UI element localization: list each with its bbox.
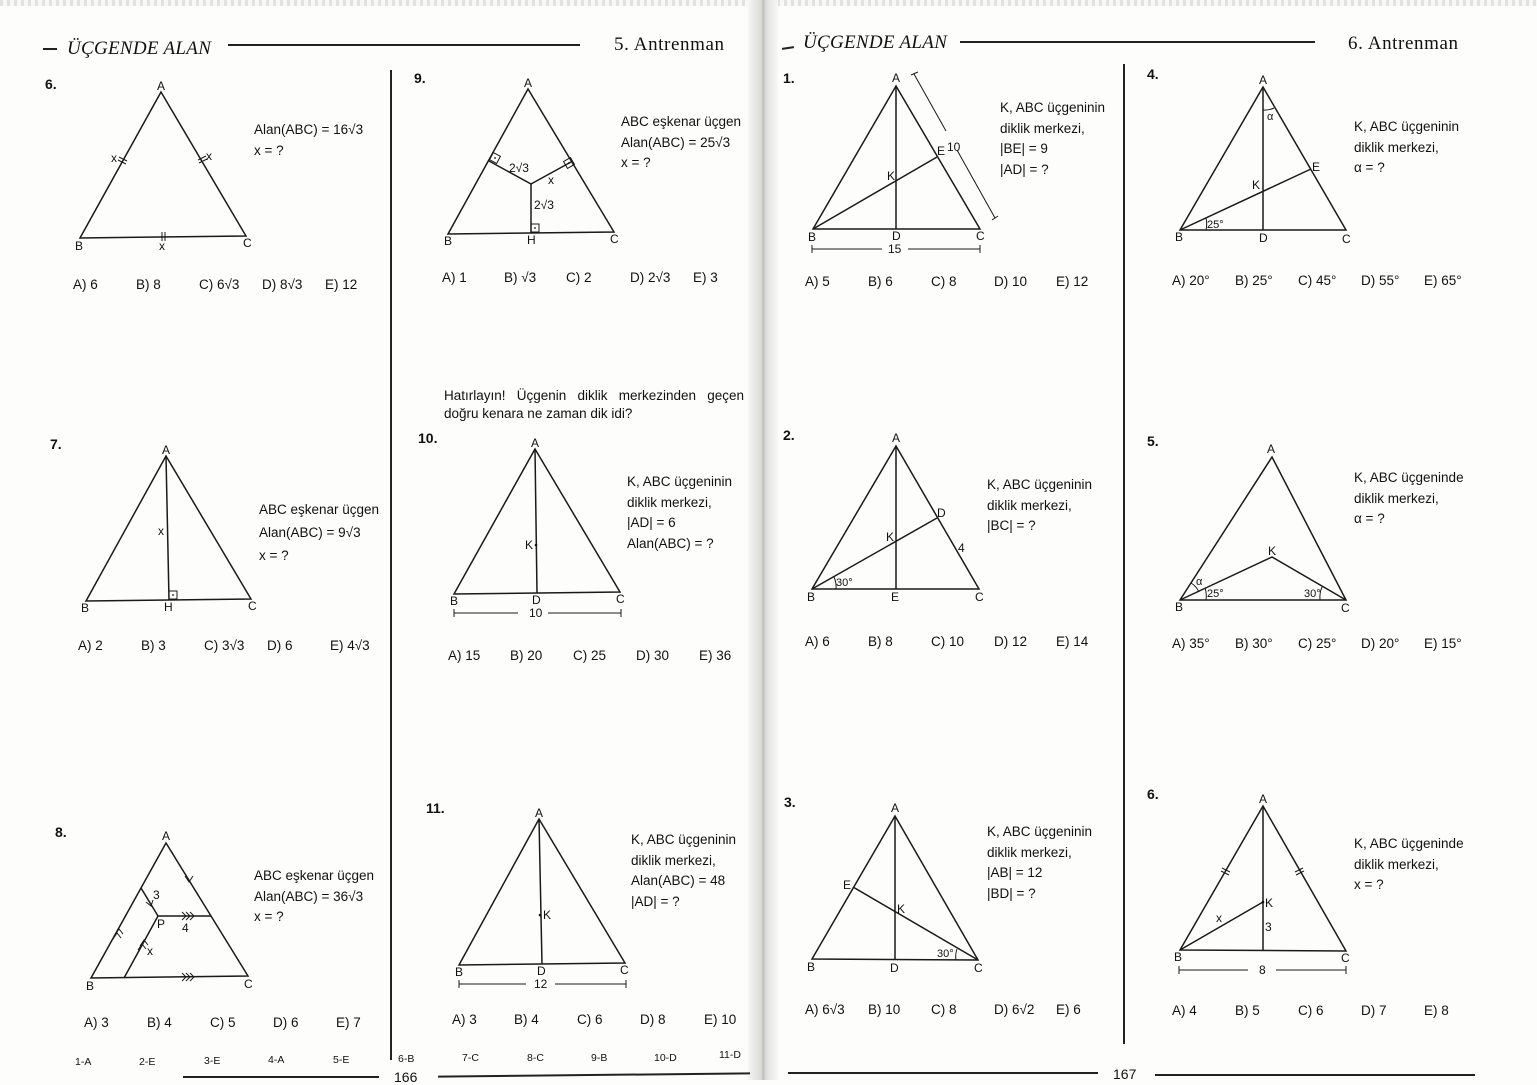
- question-number: 5.: [1147, 433, 1159, 449]
- svg-text:A: A: [531, 436, 540, 450]
- svg-text:E: E: [891, 590, 900, 604]
- option-c[interactable]: C) 45°: [1298, 273, 1337, 288]
- svg-text:B: B: [1175, 230, 1184, 244]
- svg-text:A: A: [157, 79, 166, 93]
- question-number: 6.: [45, 76, 57, 92]
- svg-text:x: x: [147, 944, 153, 958]
- svg-text:15: 15: [888, 242, 902, 256]
- svg-text:α: α: [1267, 111, 1274, 123]
- answer-key-item: 7-C: [462, 1052, 479, 1064]
- option-d[interactable]: D) 2√3: [630, 270, 671, 285]
- svg-text:C: C: [1341, 601, 1350, 615]
- option-e[interactable]: E) 15°: [1424, 636, 1462, 651]
- svg-text:B: B: [807, 960, 816, 974]
- svg-text:K: K: [1252, 178, 1261, 192]
- answer-key-item: 2-E: [139, 1056, 156, 1068]
- question-text: ABC eşkenar üçgen Alan(ABC) = 36√3 x = ?: [254, 868, 375, 924]
- option-d[interactable]: D) 8√3: [262, 277, 303, 292]
- svg-text:H: H: [527, 233, 536, 247]
- question-text: K, ABC üçgeninin diklik merkezi, Alan(ABC) = 48 |AD| = ?: [631, 832, 737, 909]
- option-c[interactable]: C) 5: [210, 1015, 236, 1030]
- svg-text:C: C: [1342, 232, 1351, 246]
- footer-rule: [183, 1076, 379, 1078]
- option-b[interactable]: B) 8: [868, 634, 893, 649]
- svg-text:3: 3: [1265, 920, 1272, 934]
- option-a[interactable]: A) 3: [452, 1012, 477, 1027]
- option-e[interactable]: E) 10: [704, 1012, 737, 1027]
- header-dash: [43, 48, 57, 50]
- svg-text:D: D: [537, 964, 546, 978]
- answer-key-item: 10-D: [654, 1052, 677, 1064]
- left-header-title: ÜÇGENDE ALAN: [67, 38, 212, 59]
- option-b[interactable]: B) 30°: [1235, 636, 1273, 651]
- answer-key-item: 4-A: [268, 1054, 285, 1066]
- answer-key-item: 1-A: [75, 1056, 92, 1068]
- option-d[interactable]: D) 30: [636, 648, 670, 663]
- option-e[interactable]: E) 12: [325, 277, 358, 292]
- svg-text:3: 3: [153, 888, 160, 902]
- svg-text:A: A: [892, 71, 901, 85]
- question-number: 10.: [418, 430, 438, 446]
- question-number: 4.: [1147, 66, 1159, 82]
- answer-key-item: 11-D: [719, 1049, 741, 1061]
- option-b[interactable]: B) 8: [136, 277, 161, 292]
- hint-note: Hatırlayın! Üçgenin diklik merkezinden geçen doğru kenara ne zaman dik idi?: [444, 388, 744, 421]
- option-c[interactable]: C) 2: [566, 270, 592, 285]
- svg-text:P: P: [157, 917, 166, 931]
- svg-text:8: 8: [1259, 963, 1266, 977]
- svg-text:K: K: [886, 530, 895, 544]
- answer-key-item: 9-B: [591, 1052, 608, 1064]
- option-b[interactable]: B) 5: [1235, 1003, 1260, 1018]
- svg-text:A: A: [524, 76, 533, 90]
- option-a[interactable]: A) 1: [442, 270, 467, 285]
- option-a[interactable]: A) 5: [805, 274, 830, 289]
- svg-text:x: x: [1216, 911, 1222, 925]
- answer-key-item: 3-E: [204, 1055, 221, 1067]
- svg-text:K: K: [1268, 544, 1277, 558]
- svg-text:2√3: 2√3: [534, 198, 554, 212]
- svg-text:D: D: [1259, 231, 1268, 245]
- option-c[interactable]: C) 3√3: [204, 638, 245, 653]
- svg-text:25°: 25°: [1207, 219, 1224, 231]
- svg-text:D: D: [892, 229, 901, 243]
- option-a[interactable]: A) 6√3: [805, 1002, 845, 1017]
- option-c[interactable]: C) 10: [931, 634, 965, 649]
- svg-text:C: C: [1341, 951, 1350, 965]
- svg-text:x: x: [548, 173, 554, 187]
- svg-text:A: A: [535, 806, 544, 820]
- question-text: K, ABC üçgeninin diklik merkezi, |AD| = 6 Alan(ABC) = ?: [627, 474, 733, 551]
- svg-text:E: E: [843, 878, 852, 892]
- question-text: K, ABC üçgeninin diklik merkezi, |AB| = 12 |BD| = ?: [987, 824, 1093, 901]
- svg-text:A: A: [1259, 73, 1268, 87]
- svg-text:D: D: [890, 961, 899, 975]
- question-text: Alan(ABC) = 16√3 x = ?: [254, 122, 364, 158]
- answer-key-item: 6-B: [398, 1053, 415, 1065]
- option-b[interactable]: B) 4: [147, 1015, 172, 1030]
- option-a[interactable]: A) 35°: [1172, 636, 1210, 651]
- option-e[interactable]: E) 7: [336, 1015, 361, 1030]
- footer-rule: [1155, 1074, 1475, 1076]
- svg-text:A: A: [892, 431, 901, 445]
- answer-key-item: 5-E: [333, 1054, 350, 1066]
- svg-text:C: C: [243, 236, 252, 250]
- svg-text:4: 4: [182, 921, 189, 935]
- option-e[interactable]: E) 8: [1424, 1003, 1449, 1018]
- option-d[interactable]: D) 10: [994, 274, 1028, 289]
- option-a[interactable]: A) 4: [1172, 1003, 1197, 1018]
- column-divider: [1123, 64, 1125, 1044]
- option-c[interactable]: C) 6√3: [199, 277, 240, 292]
- question-text: K, ABC üçgeninde diklik merkezi, α = ?: [1354, 470, 1464, 526]
- option-e[interactable]: E) 4√3: [330, 638, 370, 653]
- svg-text:A: A: [162, 829, 171, 843]
- option-b[interactable]: B) 6: [868, 274, 893, 289]
- option-e[interactable]: E) 6: [1056, 1002, 1081, 1017]
- right-page-number: 167: [1113, 1066, 1137, 1082]
- option-c[interactable]: C) 8: [931, 274, 957, 289]
- option-d[interactable]: D) 6√2: [994, 1002, 1035, 1017]
- header-rule: [228, 44, 580, 46]
- svg-text:C: C: [620, 963, 629, 977]
- option-b[interactable]: B) √3: [504, 270, 537, 285]
- option-d[interactable]: D) 55°: [1361, 273, 1400, 288]
- svg-text:α: α: [1196, 576, 1203, 588]
- question-number: 7.: [50, 436, 62, 452]
- svg-text:D: D: [937, 506, 946, 520]
- option-c[interactable]: C) 8: [931, 1002, 957, 1017]
- svg-text:12: 12: [534, 977, 548, 991]
- option-e[interactable]: E) 3: [693, 270, 718, 285]
- svg-text:4: 4: [958, 541, 965, 555]
- svg-text:K: K: [897, 902, 906, 916]
- svg-text:A: A: [891, 801, 900, 815]
- question-number: 9.: [414, 70, 426, 86]
- svg-text:K: K: [525, 538, 534, 552]
- option-d[interactable]: D) 20°: [1361, 636, 1400, 651]
- option-a[interactable]: A) 15: [448, 648, 481, 663]
- svg-text:x: x: [159, 239, 165, 253]
- option-e[interactable]: E) 12: [1056, 274, 1089, 289]
- svg-text:25°: 25°: [1207, 588, 1224, 600]
- option-b[interactable]: B) 4: [514, 1012, 539, 1027]
- footer-rule: [438, 1072, 750, 1077]
- option-b[interactable]: B) 20: [510, 648, 543, 663]
- option-e[interactable]: E) 36: [699, 648, 732, 663]
- svg-text:x: x: [111, 151, 117, 165]
- column-divider: [390, 70, 392, 1060]
- question-text: K, ABC üçgeninin diklik merkezi, α = ?: [1354, 119, 1460, 175]
- svg-text:B: B: [1174, 950, 1183, 964]
- svg-text:K: K: [887, 169, 896, 183]
- header-dash: [782, 46, 794, 50]
- option-c[interactable]: C) 6: [577, 1012, 603, 1027]
- svg-text:C: C: [248, 599, 257, 613]
- book-gutter: [748, 0, 778, 1080]
- option-a[interactable]: A) 6: [73, 277, 98, 292]
- svg-text:B: B: [75, 239, 84, 253]
- option-e[interactable]: E) 65°: [1424, 273, 1462, 288]
- svg-text:B: B: [450, 594, 459, 608]
- question-number: 3.: [784, 794, 796, 810]
- option-a[interactable]: A) 2: [78, 638, 103, 653]
- option-d[interactable]: D) 8: [640, 1012, 666, 1027]
- svg-text:C: C: [244, 977, 253, 991]
- option-a[interactable]: A) 6: [805, 634, 830, 649]
- question-text: K, ABC üçgeninde diklik merkezi, x = ?: [1354, 836, 1464, 892]
- svg-text:K: K: [543, 908, 552, 922]
- svg-text:30°: 30°: [836, 577, 853, 589]
- svg-text:30°: 30°: [937, 948, 954, 960]
- option-b[interactable]: B) 10: [868, 1002, 901, 1017]
- option-a[interactable]: A) 3: [84, 1015, 109, 1030]
- svg-text:x: x: [158, 524, 164, 538]
- svg-text:A: A: [1267, 442, 1276, 456]
- question-number: 11.: [426, 800, 445, 816]
- svg-text:C: C: [610, 232, 619, 246]
- svg-text:H: H: [164, 600, 173, 614]
- header-rule: [960, 41, 1315, 43]
- svg-text:x: x: [206, 149, 212, 163]
- question-text: K, ABC üçgeninin diklik merkezi, |BE| = 9 |AD| = ?: [1000, 100, 1106, 177]
- option-b[interactable]: B) 3: [141, 638, 166, 653]
- question-number: 8.: [55, 824, 67, 840]
- svg-text:E: E: [937, 144, 946, 158]
- svg-text:D: D: [532, 593, 541, 607]
- svg-text:30°: 30°: [1304, 588, 1321, 600]
- svg-text:K: K: [1265, 896, 1274, 910]
- svg-text:B: B: [807, 590, 816, 604]
- right-header-section: 6. Antrenman: [1348, 33, 1459, 54]
- left-page-number: 166: [394, 1069, 418, 1085]
- question-number: 1.: [783, 70, 795, 86]
- option-c[interactable]: C) 25°: [1298, 636, 1337, 651]
- answer-key-item: 8-C: [527, 1052, 544, 1064]
- option-d[interactable]: D) 7: [1361, 1003, 1387, 1018]
- footer-rule: [788, 1072, 1098, 1074]
- question-text: ABC eşkenar üçgen Alan(ABC) = 25√3 x = ?: [621, 114, 742, 170]
- question-text: ABC eşkenar üçgen Alan(ABC) = 9√3 x = ?: [259, 502, 380, 563]
- svg-text:2√3: 2√3: [509, 161, 529, 175]
- svg-text:A: A: [1259, 792, 1268, 806]
- svg-text:10: 10: [529, 606, 543, 620]
- question-number: 2.: [783, 427, 795, 443]
- option-a[interactable]: A) 20°: [1172, 273, 1210, 288]
- svg-text:C: C: [974, 961, 983, 975]
- option-d[interactable]: D) 6: [267, 638, 293, 653]
- option-c[interactable]: C) 6: [1298, 1003, 1324, 1018]
- question-text: K, ABC üçgeninin diklik merkezi, |BC| = ?: [987, 477, 1093, 533]
- svg-text:B: B: [808, 230, 817, 244]
- svg-text:B: B: [81, 601, 90, 615]
- right-header-title: ÜÇGENDE ALAN: [803, 32, 948, 53]
- svg-text:A: A: [162, 443, 171, 457]
- question-number: 6.: [1147, 786, 1159, 802]
- svg-text:B: B: [455, 965, 464, 979]
- left-header-section: 5. Antrenman: [614, 34, 725, 55]
- svg-text:B: B: [1175, 600, 1184, 614]
- svg-text:E: E: [1312, 160, 1321, 174]
- svg-text:B: B: [444, 234, 453, 248]
- svg-text:C: C: [976, 229, 985, 243]
- svg-text:C: C: [616, 592, 625, 606]
- option-c[interactable]: C) 25: [573, 648, 607, 663]
- option-e[interactable]: E) 14: [1056, 634, 1089, 649]
- svg-text:B: B: [86, 979, 95, 993]
- option-d[interactable]: D) 12: [994, 634, 1028, 649]
- svg-text:10: 10: [947, 140, 961, 154]
- svg-text:C: C: [975, 590, 984, 604]
- option-d[interactable]: D) 6: [273, 1015, 299, 1030]
- option-b[interactable]: B) 25°: [1235, 273, 1273, 288]
